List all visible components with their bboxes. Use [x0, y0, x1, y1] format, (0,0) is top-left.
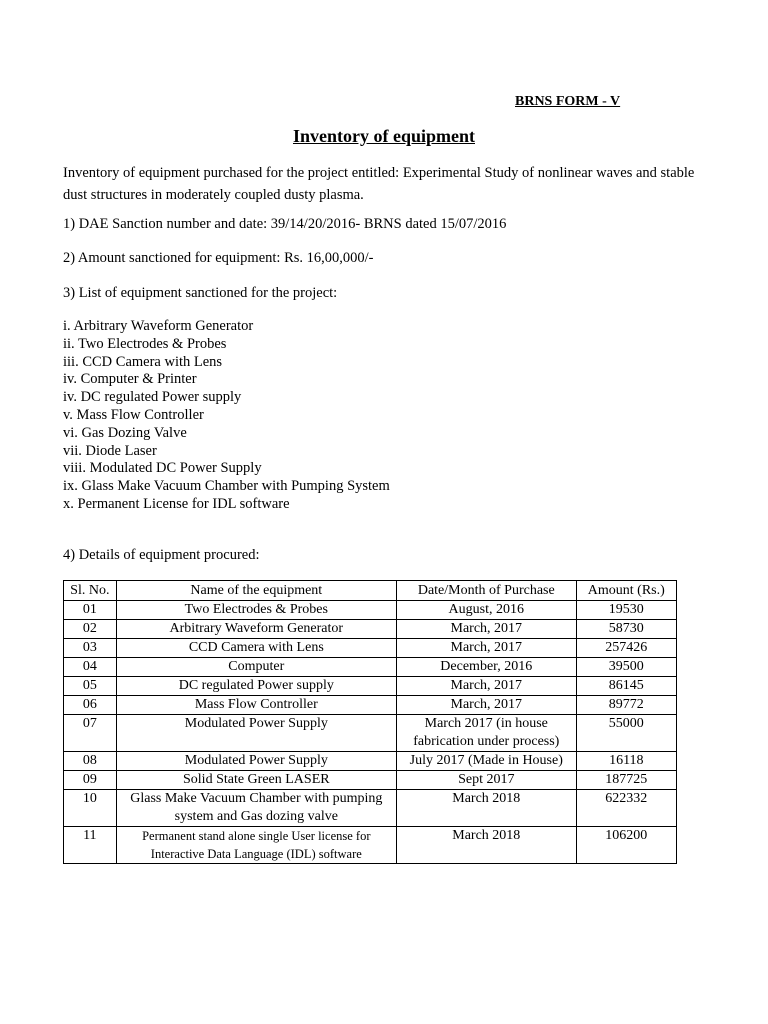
- list-item: vii. Diode Laser: [63, 442, 157, 459]
- cell-name: Two Electrodes & Probes: [116, 601, 396, 620]
- document-title: Inventory of equipment: [292, 126, 475, 146]
- cell-sl: 10: [64, 790, 117, 827]
- cell-amount: 39500: [576, 658, 676, 677]
- cell-name: Glass Make Vacuum Chamber with pumping system and Gas dozing valve: [116, 790, 396, 827]
- cell-amount: 622332: [576, 790, 676, 827]
- table-row: [64, 601, 677, 620]
- cell-name: Solid State Green LASER: [116, 771, 396, 790]
- cell-sl: 11: [64, 827, 117, 864]
- cell-amount: 257426: [576, 639, 676, 658]
- cell-sl: 07: [64, 715, 117, 752]
- list-item: i. Arbitrary Waveform Generator: [63, 318, 254, 334]
- cell-amount: 55000: [576, 715, 676, 752]
- header-sl-no: Sl. No.: [64, 581, 117, 601]
- cell-date: March, 2017: [396, 620, 576, 639]
- cell-sl: 08: [64, 752, 117, 771]
- intro-paragraph: Inventory of equipment purchased for the project entitled: Experimental Study of nonlinear waves and stable dust structures in moderately coupled dusty plasma.: [63, 165, 695, 203]
- cell-date: March, 2017: [396, 639, 576, 658]
- cell-date: March 2018: [396, 790, 576, 827]
- cell-name: Permanent stand alone single User license for Interactive Data Language (IDL) software: [116, 827, 396, 864]
- list-item: iv. DC regulated Power supply: [63, 389, 242, 406]
- list-item: iv. Computer & Printer: [63, 371, 197, 388]
- table-row: [64, 677, 677, 696]
- details-heading: 4) Details of equipment procured:: [63, 547, 260, 563]
- table-row: [64, 696, 677, 715]
- list-item: vi. Gas Dozing Valve: [63, 424, 187, 441]
- list-item: ii. Two Electrodes & Probes: [63, 335, 227, 352]
- equipment-list: [63, 318, 390, 514]
- amount-line: 2) Amount sanctioned for equipment: Rs. 16,00,000/-: [63, 250, 374, 266]
- header-name: Name of the equipment: [116, 581, 396, 601]
- table-header-row: [64, 581, 677, 601]
- cell-date: July 2017 (Made in House): [396, 752, 576, 771]
- cell-date: March 2018: [396, 827, 576, 864]
- cell-sl: 03: [64, 639, 117, 658]
- table-row: [64, 827, 677, 864]
- cell-sl: 09: [64, 771, 117, 790]
- header-amount: Amount (Rs.): [576, 581, 676, 601]
- cell-date: Sept 2017: [396, 771, 576, 790]
- cell-sl: 02: [64, 620, 117, 639]
- cell-date: March, 2017: [396, 696, 576, 715]
- cell-date: August, 2016: [396, 601, 576, 620]
- table-row: [64, 771, 677, 790]
- list-item: x. Permanent License for IDL software: [63, 495, 290, 512]
- cell-date: March, 2017: [396, 677, 576, 696]
- table-row: [64, 715, 677, 752]
- equipment-table: [63, 580, 677, 864]
- table-row: [64, 620, 677, 639]
- cell-name: CCD Camera with Lens: [116, 639, 396, 658]
- cell-name: Arbitrary Waveform Generator: [116, 620, 396, 639]
- cell-name: Modulated Power Supply: [116, 715, 396, 752]
- cell-amount: 58730: [576, 620, 676, 639]
- list-item: iii. CCD Camera with Lens: [63, 353, 223, 370]
- cell-amount: 89772: [576, 696, 676, 715]
- cell-name: DC regulated Power supply: [116, 677, 396, 696]
- cell-sl: 06: [64, 696, 117, 715]
- table-row: [64, 658, 677, 677]
- list-heading: 3) List of equipment sanctioned for the project:: [63, 285, 338, 301]
- cell-sl: 05: [64, 677, 117, 696]
- table-row: [64, 790, 677, 827]
- list-item: ix. Glass Make Vacuum Chamber with Pumping System: [63, 478, 390, 495]
- table-row: [64, 752, 677, 771]
- header-date: Date/Month of Purchase: [396, 581, 576, 601]
- cell-amount: 19530: [576, 601, 676, 620]
- list-item: viii. Modulated DC Power Supply: [63, 460, 262, 477]
- cell-name: Mass Flow Controller: [116, 696, 396, 715]
- list-item: v. Mass Flow Controller: [63, 406, 204, 423]
- cell-amount: 187725: [576, 771, 676, 790]
- cell-amount: 16118: [576, 752, 676, 771]
- cell-sl: 01: [64, 601, 117, 620]
- cell-amount: 106200: [576, 827, 676, 864]
- form-identifier: BRNS FORM - V: [515, 94, 621, 109]
- cell-amount: 86145: [576, 677, 676, 696]
- cell-name: Computer: [116, 658, 396, 677]
- cell-date: March 2017 (in house fabrication under process): [396, 715, 576, 752]
- sanction-line: 1) DAE Sanction number and date: 39/14/20/2016- BRNS dated 15/07/2016: [63, 216, 507, 232]
- cell-date: December, 2016: [396, 658, 576, 677]
- table-row: [64, 639, 677, 658]
- cell-name: Modulated Power Supply: [116, 752, 396, 771]
- cell-sl: 04: [64, 658, 117, 677]
